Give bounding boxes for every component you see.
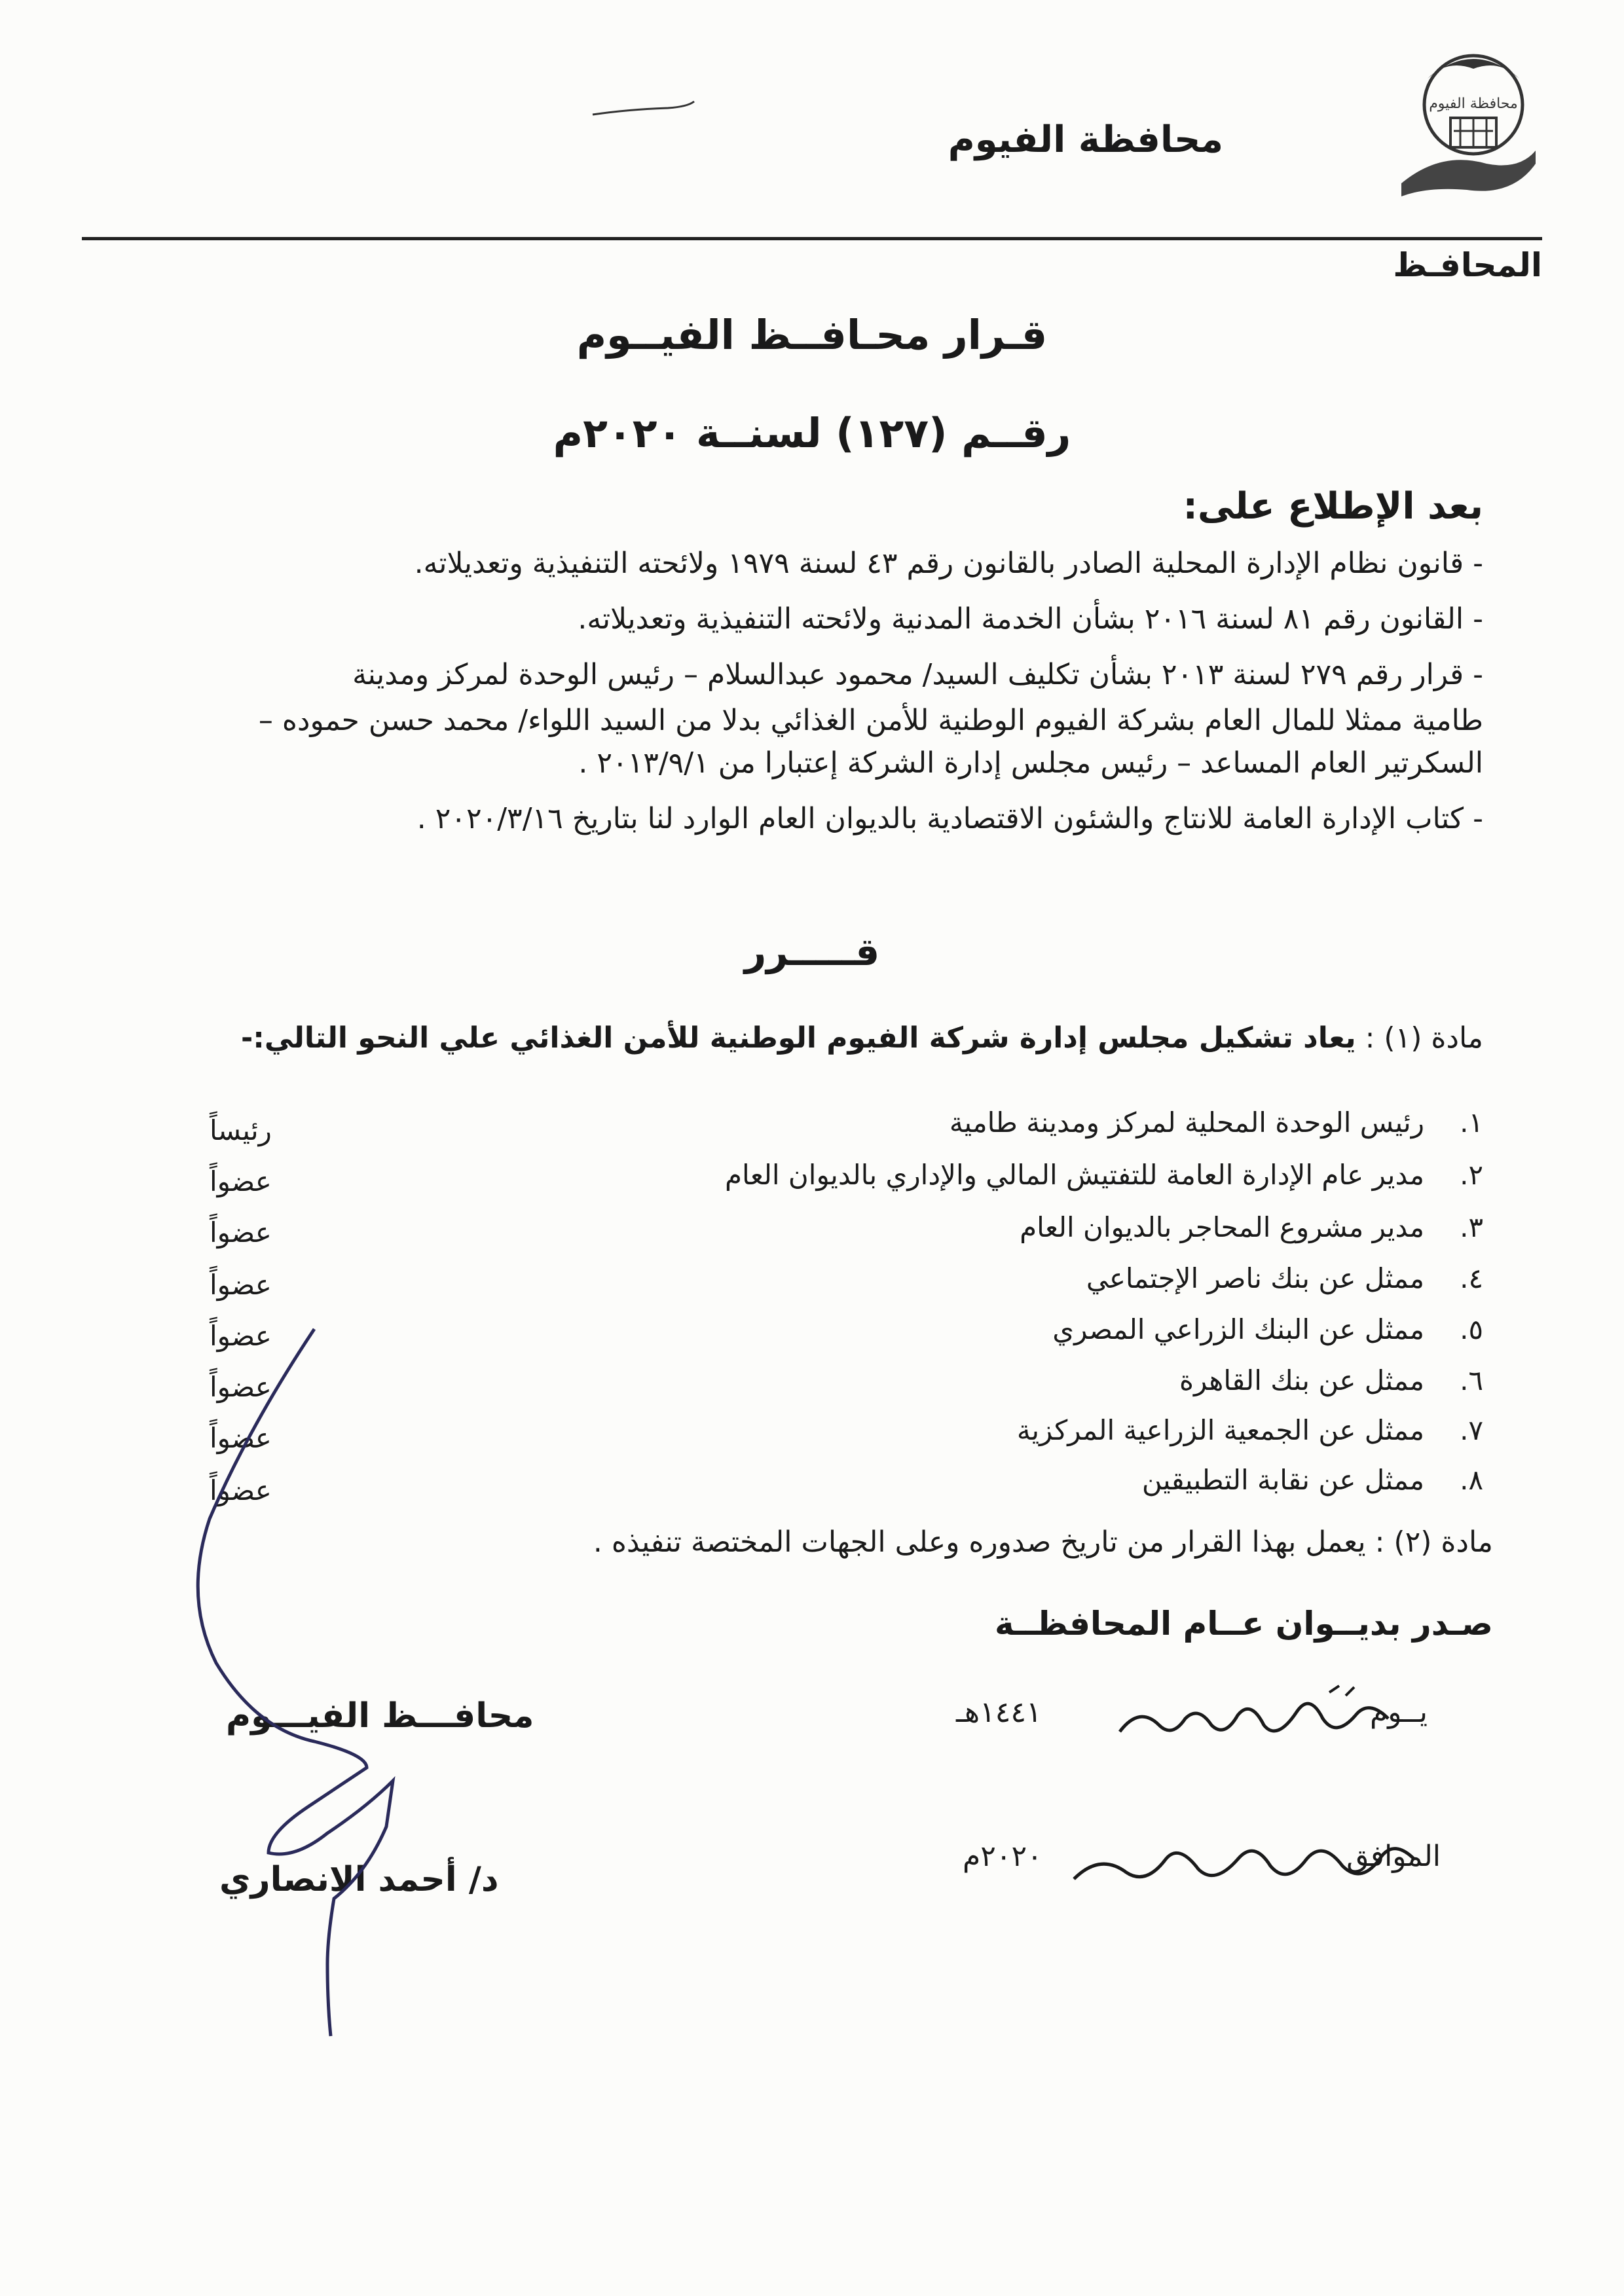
preamble-line: - كتاب الإدارة العامة للانتاج والشئون الاقتصادية بالديوان العام الوارد لنا بتاريخ ٢٠٢٠/٣/١٦ . <box>416 802 1483 835</box>
member-number: ٤. <box>1460 1262 1483 1294</box>
preamble-heading: بعد الإطلاع على: <box>1183 485 1483 528</box>
decree-number: رقــم (١٢٧) لسنــة ٢٠٢٠م <box>553 409 1071 457</box>
member-name: ممثل عن الجمعية الزراعية المركزية <box>1016 1414 1424 1446</box>
article-1-label: مادة (١) : <box>1365 1021 1483 1055</box>
member-name: رئيس الوحدة المحلية لمركز ومدينة طامية <box>949 1106 1424 1139</box>
preamble-line: طامية ممثلا للمال العام بشركة الفيوم الوطنية للأمن الغذائي بدلا من السيد اللواء/ محمد حسن حموده – <box>258 704 1483 737</box>
member-role: عضواً <box>210 1165 272 1197</box>
gregorian-date: ٢٠٢٠م <box>963 1840 1043 1873</box>
issued-at: صـدر بديــوان عــام المحافظــة <box>994 1605 1493 1643</box>
member-number: ٧. <box>1460 1414 1483 1446</box>
governorate-logo <box>1388 33 1539 203</box>
preamble-line: - القانون رقم ٨١ لسنة ٢٠١٦ بشأن الخدمة المدنية ولائحته التنفيذية وتعديلاته. <box>578 602 1483 636</box>
member-role: عضواً <box>210 1320 272 1352</box>
member-name: مدير عام الإدارة العامة للتفتيش المالي والإداري بالديوان العام <box>725 1159 1424 1191</box>
preamble-line: - قرار رقم ٢٧٩ لسنة ٢٠١٣ بشأن تكليف السيد/ محمود عبدالسلام – رئيس الوحدة لمركز ومدينة <box>352 658 1483 691</box>
decision-heading: قـــــرر <box>744 930 880 974</box>
handwritten-gregorian-date <box>1067 1820 1421 1899</box>
member-role: عضواً <box>210 1422 272 1454</box>
member-number: ٣. <box>1460 1211 1483 1243</box>
governorate-name: محافظة الفيوم <box>948 118 1223 161</box>
article-1-text: يعاد تشكيل مجلس إدارة شركة الفيوم الوطنية للأمن الغذائي علي النحو التالي:- <box>241 1021 1356 1055</box>
member-number: ٦. <box>1460 1364 1483 1396</box>
signer-name: د/ أحمد الانصاري <box>219 1860 499 1899</box>
member-number: ٥. <box>1460 1313 1483 1345</box>
member-name: ممثل عن نقابة التطبيقين <box>1141 1464 1424 1496</box>
handwritten-hijri-date <box>1113 1679 1414 1751</box>
member-role: عضواً <box>210 1269 272 1301</box>
member-role: عضواً <box>210 1216 272 1248</box>
member-number: ١. <box>1460 1106 1483 1139</box>
member-role: عضواً <box>210 1371 272 1403</box>
header-rule <box>82 237 1542 240</box>
corresponding-label: الموافق <box>1346 1840 1441 1873</box>
member-name: ممثل عن بنك ناصر الإجتماعي <box>1086 1262 1424 1294</box>
pen-mark <box>589 95 701 121</box>
hijri-date: ١٤٤١هـ <box>956 1696 1042 1729</box>
office-title: المحافـظ <box>1393 246 1542 284</box>
preamble-line: - قانون نظام الإدارة المحلية الصادر بالقانون رقم ٤٣ لسنة ١٩٧٩ ولائحته التنفيذية وتعديلاته. <box>414 547 1483 580</box>
handwritten-signature <box>170 1309 471 2043</box>
member-number: ٨. <box>1460 1464 1483 1496</box>
signer-title: محافـــظ الفيـــوم <box>226 1696 534 1736</box>
decree-title: قـرار محـافــظ الفيــوم <box>576 311 1048 359</box>
member-name: ممثل عن بنك القاهرة <box>1179 1364 1424 1396</box>
day-label: يــوم <box>1370 1696 1428 1729</box>
member-name: ممثل عن البنك الزراعي المصري <box>1052 1313 1424 1345</box>
article-2: مادة (٢) : يعمل بهذا القرار من تاريخ صدوره وعلى الجهات المختصة تنفيذه . <box>593 1525 1493 1559</box>
preamble-line: السكرتير العام المساعد – رئيس مجلس إدارة الشركة إعتبارا من ٢٠١٣/٩/١ . <box>578 746 1483 780</box>
member-number: ٢. <box>1460 1159 1483 1191</box>
svg-text:محافظة الفيوم: محافظة الفيوم <box>1429 96 1518 112</box>
article-1 <box>241 1021 1483 1056</box>
member-name: مدير مشروع المحاجر بالديوان العام <box>1020 1211 1424 1243</box>
member-role: رئيساً <box>210 1114 272 1146</box>
member-role: عضواً <box>210 1474 272 1506</box>
